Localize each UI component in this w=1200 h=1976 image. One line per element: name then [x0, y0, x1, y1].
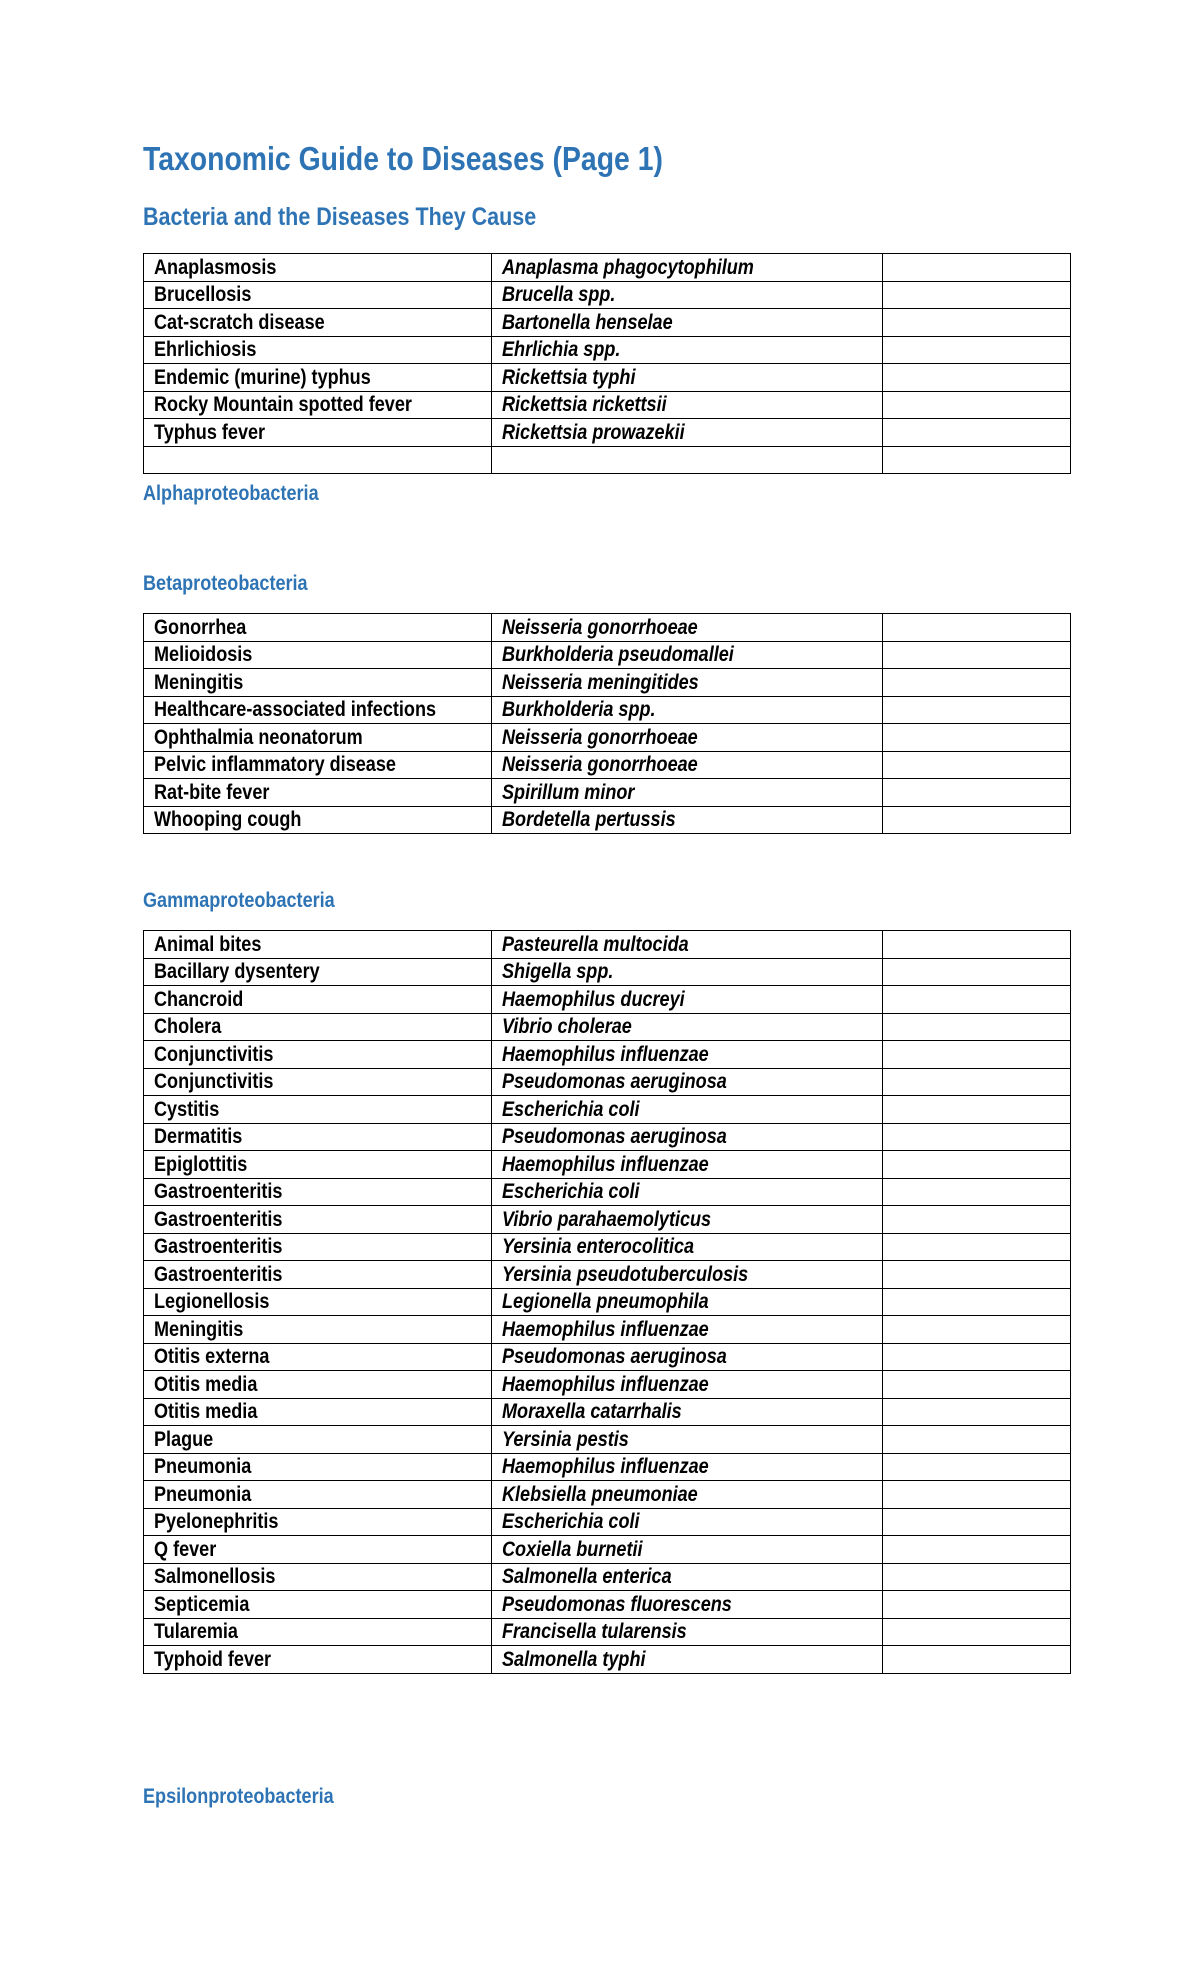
disease-cell-text: Endemic (murine) typhus: [154, 365, 371, 389]
notes-cell: [883, 1096, 1071, 1124]
organism-cell: [492, 391, 883, 419]
disease-cell-text: Otitis media: [154, 1372, 258, 1396]
disease-cell: [144, 1563, 492, 1591]
organism-cell-text: Pasteurella multocida: [502, 932, 689, 956]
organism-cell-text: Yersinia pseudotuberculosis: [502, 1262, 749, 1286]
disease-cell-text: Rat-bite fever: [154, 780, 270, 804]
disease-cell: [144, 986, 492, 1014]
organism-cell-text: Moraxella catarrhalis: [502, 1400, 682, 1423]
disease-cell: [144, 281, 492, 309]
table-body: [144, 254, 1071, 474]
notes-cell: [883, 1398, 1071, 1426]
table-row: [144, 336, 1071, 364]
disease-cell-text: Pneumonia: [154, 1482, 252, 1506]
disease-cell-text: Animal bites: [154, 932, 262, 956]
disease-cell-text: Gastroenteritis: [154, 1207, 283, 1231]
organism-cell: [492, 1646, 883, 1674]
disease-cell: [144, 254, 492, 282]
table-row: [144, 446, 1071, 474]
organism-cell: [492, 1261, 883, 1289]
disease-cell: [144, 1041, 492, 1069]
notes-cell: [883, 364, 1071, 392]
notes-cell: [883, 614, 1071, 642]
organism-cell: [492, 1426, 883, 1454]
disease-cell-text: Rocky Mountain spotted fever: [154, 393, 412, 416]
notes-cell: [883, 641, 1071, 669]
disease-cell-text: Cystitis: [154, 1097, 220, 1121]
table-row: [144, 931, 1071, 959]
notes-cell: [883, 1343, 1071, 1371]
disease-cell-text: Healthcare-associated infections: [154, 698, 437, 721]
disease-cell-text: Q fever: [154, 1537, 217, 1561]
disease-cell-text: Cat-scratch disease: [154, 310, 325, 334]
table-row: [144, 1178, 1071, 1206]
notes-cell: [883, 1206, 1071, 1234]
notes-cell: [883, 1371, 1071, 1399]
disease-cell-text: Gastroenteritis: [154, 1262, 283, 1286]
disease-cell: [144, 1013, 492, 1041]
organism-cell: [492, 446, 883, 474]
organism-cell-text: Vibrio parahaemolyticus: [502, 1207, 712, 1231]
disease-cell: [144, 1316, 492, 1344]
organism-cell: [492, 1288, 883, 1316]
table-row: [144, 1591, 1071, 1619]
table-row: [144, 1646, 1071, 1674]
organism-cell: [492, 1481, 883, 1509]
betaproteobacteria-table: [143, 613, 1071, 834]
table-row: [144, 1426, 1071, 1454]
organism-cell-text: Legionella pneumophila: [502, 1290, 709, 1313]
table-row: [144, 1481, 1071, 1509]
disease-cell-text: Gonorrhea: [154, 615, 247, 639]
table-row: [144, 309, 1071, 337]
table-row: [144, 1316, 1071, 1344]
organism-cell-text: Haemophilus influenzae: [502, 1152, 709, 1176]
organism-cell: [492, 1343, 883, 1371]
organism-cell-text: Escherichia coli: [502, 1510, 640, 1533]
organism-cell-text: Pseudomonas fluorescens: [502, 1592, 732, 1616]
table-row: [144, 1618, 1071, 1646]
table-row: [144, 1068, 1071, 1096]
disease-cell: [144, 1178, 492, 1206]
organism-cell: [492, 1151, 883, 1179]
notes-cell: [883, 724, 1071, 752]
notes-cell: [883, 1591, 1071, 1619]
organism-cell: [492, 1316, 883, 1344]
disease-cell: [144, 1618, 492, 1646]
organism-cell: [492, 336, 883, 364]
disease-cell: [144, 1591, 492, 1619]
notes-cell: [883, 779, 1071, 807]
notes-cell: [883, 1151, 1071, 1179]
table-body: [144, 931, 1071, 1674]
organism-cell: [492, 1563, 883, 1591]
organism-cell: [492, 1068, 883, 1096]
notes-cell: [883, 1646, 1071, 1674]
page-title: Taxonomic Guide to Diseases (Page 1): [143, 140, 663, 177]
organism-cell: [492, 1233, 883, 1261]
table-row: [144, 1206, 1071, 1234]
notes-cell: [883, 806, 1071, 834]
disease-cell-text: Salmonellosis: [154, 1565, 276, 1588]
organism-cell-text: Ehrlichia spp.: [502, 338, 621, 361]
section-label-gammaproteobacteria: Gammaproteobacteria: [143, 889, 335, 912]
organism-cell: [492, 724, 883, 752]
organism-cell: [492, 1123, 883, 1151]
organism-cell-text: Klebsiella pneumoniae: [502, 1482, 698, 1506]
table-row: [144, 391, 1071, 419]
organism-cell-text: Haemophilus influenzae: [502, 1317, 709, 1341]
organism-cell: [492, 1013, 883, 1041]
table-row: [144, 1563, 1071, 1591]
organism-cell-text: Escherichia coli: [502, 1180, 640, 1203]
organism-cell-text: Burkholderia pseudomallei: [502, 643, 734, 666]
disease-cell-text: Epiglottitis: [154, 1152, 248, 1176]
organism-cell: [492, 696, 883, 724]
disease-cell-text: Otitis externa: [154, 1345, 270, 1368]
table-row: [144, 696, 1071, 724]
notes-cell: [883, 1508, 1071, 1536]
notes-cell: [883, 669, 1071, 697]
organism-cell: [492, 1536, 883, 1564]
organism-cell-text: Haemophilus ducreyi: [502, 987, 685, 1011]
organism-cell: [492, 931, 883, 959]
notes-cell: [883, 254, 1071, 282]
disease-cell-text: Melioidosis: [154, 643, 253, 666]
table-row: [144, 364, 1071, 392]
disease-cell: [144, 1398, 492, 1426]
organism-cell-text: Haemophilus influenzae: [502, 1455, 709, 1478]
disease-cell-text: Conjunctivitis: [154, 1070, 274, 1093]
disease-cell: [144, 614, 492, 642]
organism-cell: [492, 641, 883, 669]
disease-cell-text: Legionellosis: [154, 1290, 270, 1313]
disease-cell: [144, 1508, 492, 1536]
organism-cell-text: Rickettsia prowazekii: [502, 420, 685, 444]
organism-cell-text: Bordetella pertussis: [502, 808, 676, 831]
organism-cell: [492, 364, 883, 392]
table-row: [144, 1151, 1071, 1179]
notes-cell: [883, 1233, 1071, 1261]
notes-cell: [883, 1453, 1071, 1481]
disease-cell: [144, 1261, 492, 1289]
disease-cell-text: Pneumonia: [154, 1455, 252, 1478]
disease-cell: [144, 931, 492, 959]
notes-cell: [883, 419, 1071, 447]
organism-cell-text: Coxiella burnetii: [502, 1537, 643, 1561]
organism-cell-text: Brucella spp.: [502, 283, 616, 306]
organism-cell: [492, 309, 883, 337]
organism-cell-text: Anaplasma phagocytophilum: [502, 255, 754, 279]
disease-cell: [144, 806, 492, 834]
table-row: [144, 254, 1071, 282]
table-row: [144, 1371, 1071, 1399]
notes-cell: [883, 1123, 1071, 1151]
organism-cell-text: Francisella tularensis: [502, 1620, 687, 1643]
notes-cell: [883, 1563, 1071, 1591]
notes-cell: [883, 1536, 1071, 1564]
table-row: [144, 1123, 1071, 1151]
alphaproteobacteria-table: [143, 253, 1071, 474]
organism-cell: [492, 1371, 883, 1399]
organism-cell-text: Yersinia enterocolitica: [502, 1235, 695, 1258]
disease-cell: [144, 779, 492, 807]
disease-cell: [144, 1343, 492, 1371]
organism-cell: [492, 614, 883, 642]
table-row: [144, 986, 1071, 1014]
organism-cell-text: Salmonella enterica: [502, 1565, 672, 1588]
disease-cell-text: Cholera: [154, 1015, 222, 1038]
disease-cell: [144, 1646, 492, 1674]
organism-cell-text: Haemophilus influenzae: [502, 1372, 709, 1396]
notes-cell: [883, 751, 1071, 779]
organism-cell-text: Shigella spp.: [502, 960, 614, 983]
notes-cell: [883, 1316, 1071, 1344]
organism-cell: [492, 419, 883, 447]
disease-cell-text: Ophthalmia neonatorum: [154, 725, 363, 749]
disease-cell-text: Ehrlichiosis: [154, 338, 257, 361]
organism-cell: [492, 1398, 883, 1426]
organism-cell: [492, 1206, 883, 1234]
table-row: [144, 1343, 1071, 1371]
organism-cell-text: Pseudomonas aeruginosa: [502, 1125, 727, 1148]
disease-cell-text: Typhoid fever: [154, 1647, 272, 1671]
organism-cell: [492, 1591, 883, 1619]
table-body: [144, 614, 1071, 834]
notes-cell: [883, 336, 1071, 364]
organism-cell: [492, 1178, 883, 1206]
disease-cell: [144, 1206, 492, 1234]
disease-cell-text: Dermatitis: [154, 1125, 243, 1148]
disease-cell: [144, 391, 492, 419]
organism-cell-text: Pseudomonas aeruginosa: [502, 1345, 727, 1368]
organism-cell-text: Yersinia pestis: [502, 1427, 629, 1451]
organism-cell: [492, 806, 883, 834]
notes-cell: [883, 309, 1071, 337]
disease-cell: [144, 309, 492, 337]
organism-cell-text: Neisseria gonorrhoeae: [502, 615, 698, 639]
disease-cell: [144, 1233, 492, 1261]
disease-cell-text: Otitis media: [154, 1400, 258, 1423]
table-row: [144, 1288, 1071, 1316]
disease-cell: [144, 1536, 492, 1564]
organism-cell-text: Spirillum minor: [502, 780, 635, 804]
notes-cell: [883, 1041, 1071, 1069]
table-row: [144, 281, 1071, 309]
table-row: [144, 419, 1071, 447]
disease-cell: [144, 1288, 492, 1316]
notes-cell: [883, 1618, 1071, 1646]
table-row: [144, 669, 1071, 697]
gammaproteobacteria-table: [143, 930, 1071, 1674]
disease-cell-text: Bacillary dysentery: [154, 960, 320, 983]
table-row: [144, 724, 1071, 752]
disease-cell: [144, 1151, 492, 1179]
table-row: [144, 1013, 1071, 1041]
disease-cell: [144, 419, 492, 447]
organism-cell: [492, 779, 883, 807]
notes-cell: [883, 1481, 1071, 1509]
disease-cell: [144, 751, 492, 779]
organism-cell-text: Neisseria gonorrhoeae: [502, 725, 698, 749]
disease-cell-text: Conjunctivitis: [154, 1042, 274, 1066]
table-row: [144, 1536, 1071, 1564]
table-row: [144, 751, 1071, 779]
table-row: [144, 1261, 1071, 1289]
table-row: [144, 1096, 1071, 1124]
organism-cell: [492, 669, 883, 697]
organism-cell: [492, 986, 883, 1014]
disease-cell-text: Septicemia: [154, 1592, 250, 1616]
notes-cell: [883, 1288, 1071, 1316]
notes-cell: [883, 1013, 1071, 1041]
organism-cell-text: Escherichia coli: [502, 1097, 640, 1121]
disease-cell-text: Pyelonephritis: [154, 1510, 279, 1533]
organism-cell-text: Vibrio cholerae: [502, 1015, 632, 1038]
organism-cell-text: Bartonella henselae: [502, 310, 673, 334]
disease-cell: [144, 696, 492, 724]
notes-cell: [883, 1068, 1071, 1096]
disease-cell-text: Typhus fever: [154, 420, 266, 444]
disease-cell: [144, 724, 492, 752]
notes-cell: [883, 931, 1071, 959]
organism-cell-text: Neisseria gonorrhoeae: [502, 753, 698, 776]
disease-cell-text: Gastroenteritis: [154, 1235, 283, 1258]
notes-cell: [883, 986, 1071, 1014]
page-subtitle: Bacteria and the Diseases They Cause: [143, 203, 537, 231]
disease-cell: [144, 336, 492, 364]
notes-cell: [883, 391, 1071, 419]
table-row: [144, 1041, 1071, 1069]
table-row: [144, 614, 1071, 642]
disease-cell: [144, 364, 492, 392]
disease-cell: [144, 641, 492, 669]
section-label-epsilonproteobacteria: Epsilonproteobacteria: [143, 1785, 334, 1808]
notes-cell: [883, 446, 1071, 474]
disease-cell-text: Tularemia: [154, 1620, 238, 1643]
disease-cell-text: Meningitis: [154, 1317, 244, 1341]
disease-cell-text: Plague: [154, 1427, 214, 1451]
notes-cell: [883, 1261, 1071, 1289]
organism-cell: [492, 1508, 883, 1536]
section-label-betaproteobacteria: Betaproteobacteria: [143, 572, 308, 595]
disease-cell: [144, 1123, 492, 1151]
table-row: [144, 779, 1071, 807]
disease-cell: [144, 1096, 492, 1124]
organism-cell-text: Neisseria meningitides: [502, 670, 699, 694]
disease-cell: [144, 446, 492, 474]
disease-cell: [144, 958, 492, 986]
disease-cell: [144, 669, 492, 697]
disease-cell-text: Gastroenteritis: [154, 1180, 283, 1203]
organism-cell-text: Salmonella typhi: [502, 1647, 646, 1671]
notes-cell: [883, 958, 1071, 986]
organism-cell-text: Haemophilus influenzae: [502, 1042, 709, 1066]
disease-cell-text: Whooping cough: [154, 808, 302, 831]
disease-cell: [144, 1453, 492, 1481]
disease-cell: [144, 1481, 492, 1509]
section-label-alphaproteobacteria: Alphaproteobacteria: [143, 482, 319, 505]
organism-cell-text: Rickettsia rickettsii: [502, 393, 667, 416]
organism-cell: [492, 1618, 883, 1646]
organism-cell: [492, 1041, 883, 1069]
table-row: [144, 1233, 1071, 1261]
table-row: [144, 1398, 1071, 1426]
disease-cell-text: Meningitis: [154, 670, 244, 694]
table-row: [144, 806, 1071, 834]
table-row: [144, 1508, 1071, 1536]
organism-cell: [492, 751, 883, 779]
disease-cell-text: Pelvic inflammatory disease: [154, 753, 396, 776]
disease-cell-text: Anaplasmosis: [154, 255, 277, 279]
organism-cell: [492, 1096, 883, 1124]
organism-cell-text: Burkholderia spp.: [502, 698, 656, 721]
notes-cell: [883, 1426, 1071, 1454]
disease-cell: [144, 1371, 492, 1399]
organism-cell: [492, 1453, 883, 1481]
table-row: [144, 641, 1071, 669]
disease-cell: [144, 1426, 492, 1454]
notes-cell: [883, 696, 1071, 724]
notes-cell: [883, 281, 1071, 309]
notes-cell: [883, 1178, 1071, 1206]
organism-cell: [492, 281, 883, 309]
table-row: [144, 958, 1071, 986]
organism-cell-text: Pseudomonas aeruginosa: [502, 1070, 727, 1093]
organism-cell: [492, 958, 883, 986]
disease-cell-text: Brucellosis: [154, 283, 252, 306]
disease-cell: [144, 1068, 492, 1096]
disease-cell-text: Chancroid: [154, 987, 244, 1011]
organism-cell: [492, 254, 883, 282]
organism-cell-text: Rickettsia typhi: [502, 365, 636, 389]
table-row: [144, 1453, 1071, 1481]
